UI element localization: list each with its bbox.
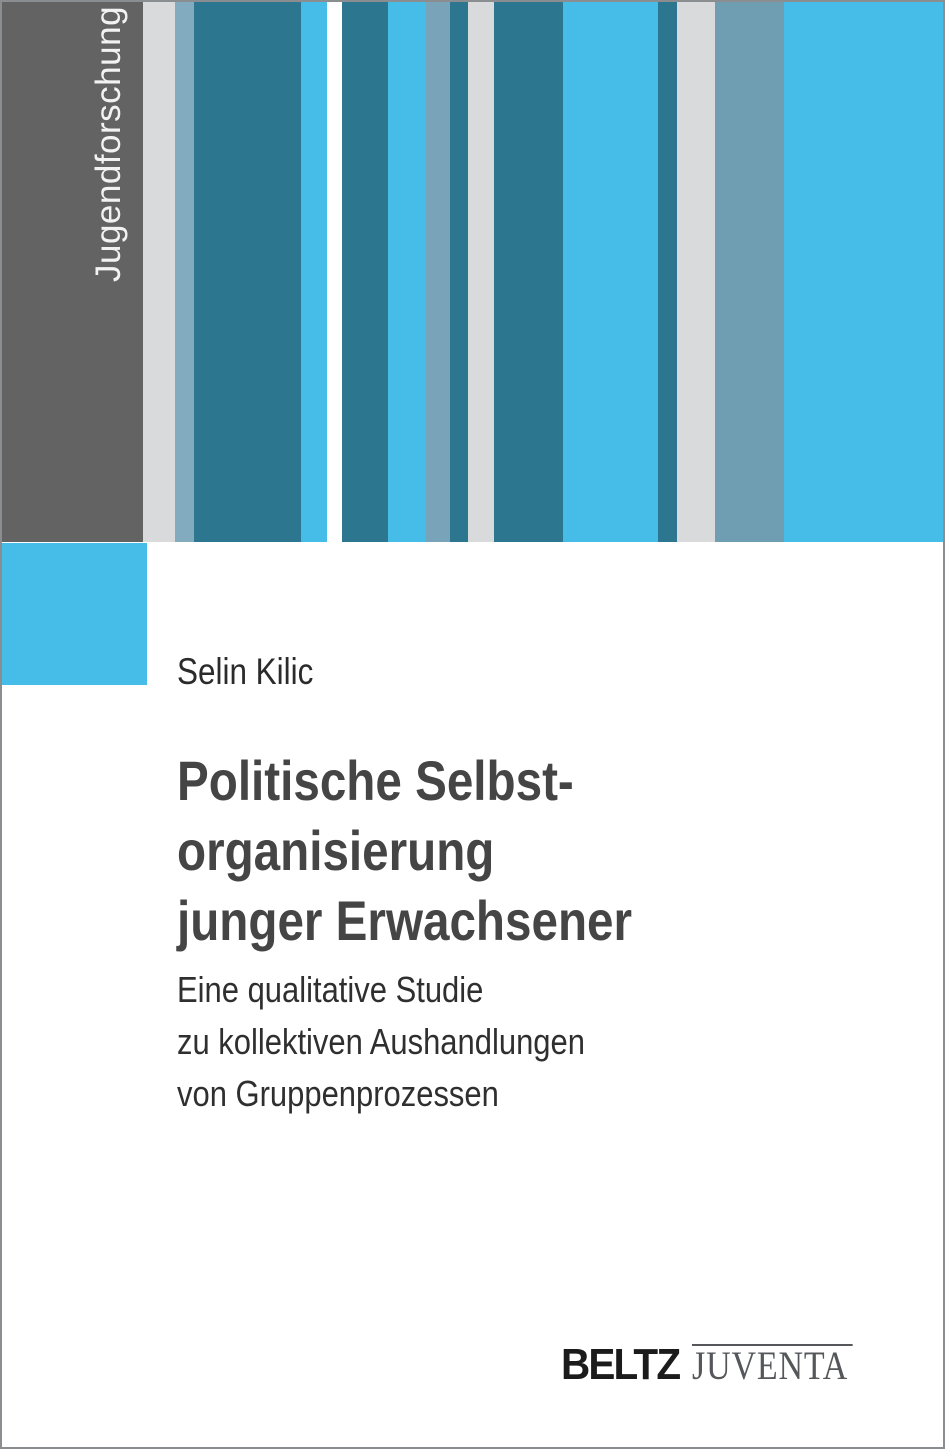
band-stripe — [784, 2, 943, 542]
book-subtitle — [177, 964, 585, 1120]
subtitle-line: Eine qualitative Studie — [177, 969, 484, 1010]
subtitle-line: zu kollektiven Aushandlungen — [177, 1021, 585, 1062]
band-stripe — [468, 2, 494, 542]
book-title — [177, 746, 632, 956]
band-stripe — [658, 2, 677, 542]
subtitle-line: von Gruppenprozessen — [177, 1073, 499, 1114]
band-stripe — [327, 2, 342, 542]
band-stripe — [194, 2, 301, 542]
juventa-wordmark: JUVENTA — [692, 1344, 852, 1386]
band-stripe — [175, 2, 194, 542]
band-stripe — [677, 2, 715, 542]
title-line: Politische Selbst- — [177, 749, 574, 812]
band-stripe — [426, 2, 450, 542]
band-stripe — [494, 2, 563, 542]
beltz-wordmark: BELTZ — [561, 1340, 680, 1389]
band-stripe — [388, 2, 426, 542]
band-stripe — [450, 2, 468, 542]
title-line: organisierung — [177, 819, 495, 882]
band-stripe — [563, 2, 658, 542]
band-stripe — [342, 2, 388, 542]
stripe-band — [2, 2, 943, 542]
band-stripe — [715, 2, 784, 542]
title-line: junger Erwachsener — [177, 889, 633, 952]
band-stripe — [143, 2, 175, 542]
series-label: Jugendforschung — [89, 5, 128, 282]
author-name: Selin Kilic — [177, 651, 314, 692]
publisher-logo — [561, 1340, 880, 1389]
blue-square — [2, 543, 147, 685]
band-stripe — [301, 2, 327, 542]
